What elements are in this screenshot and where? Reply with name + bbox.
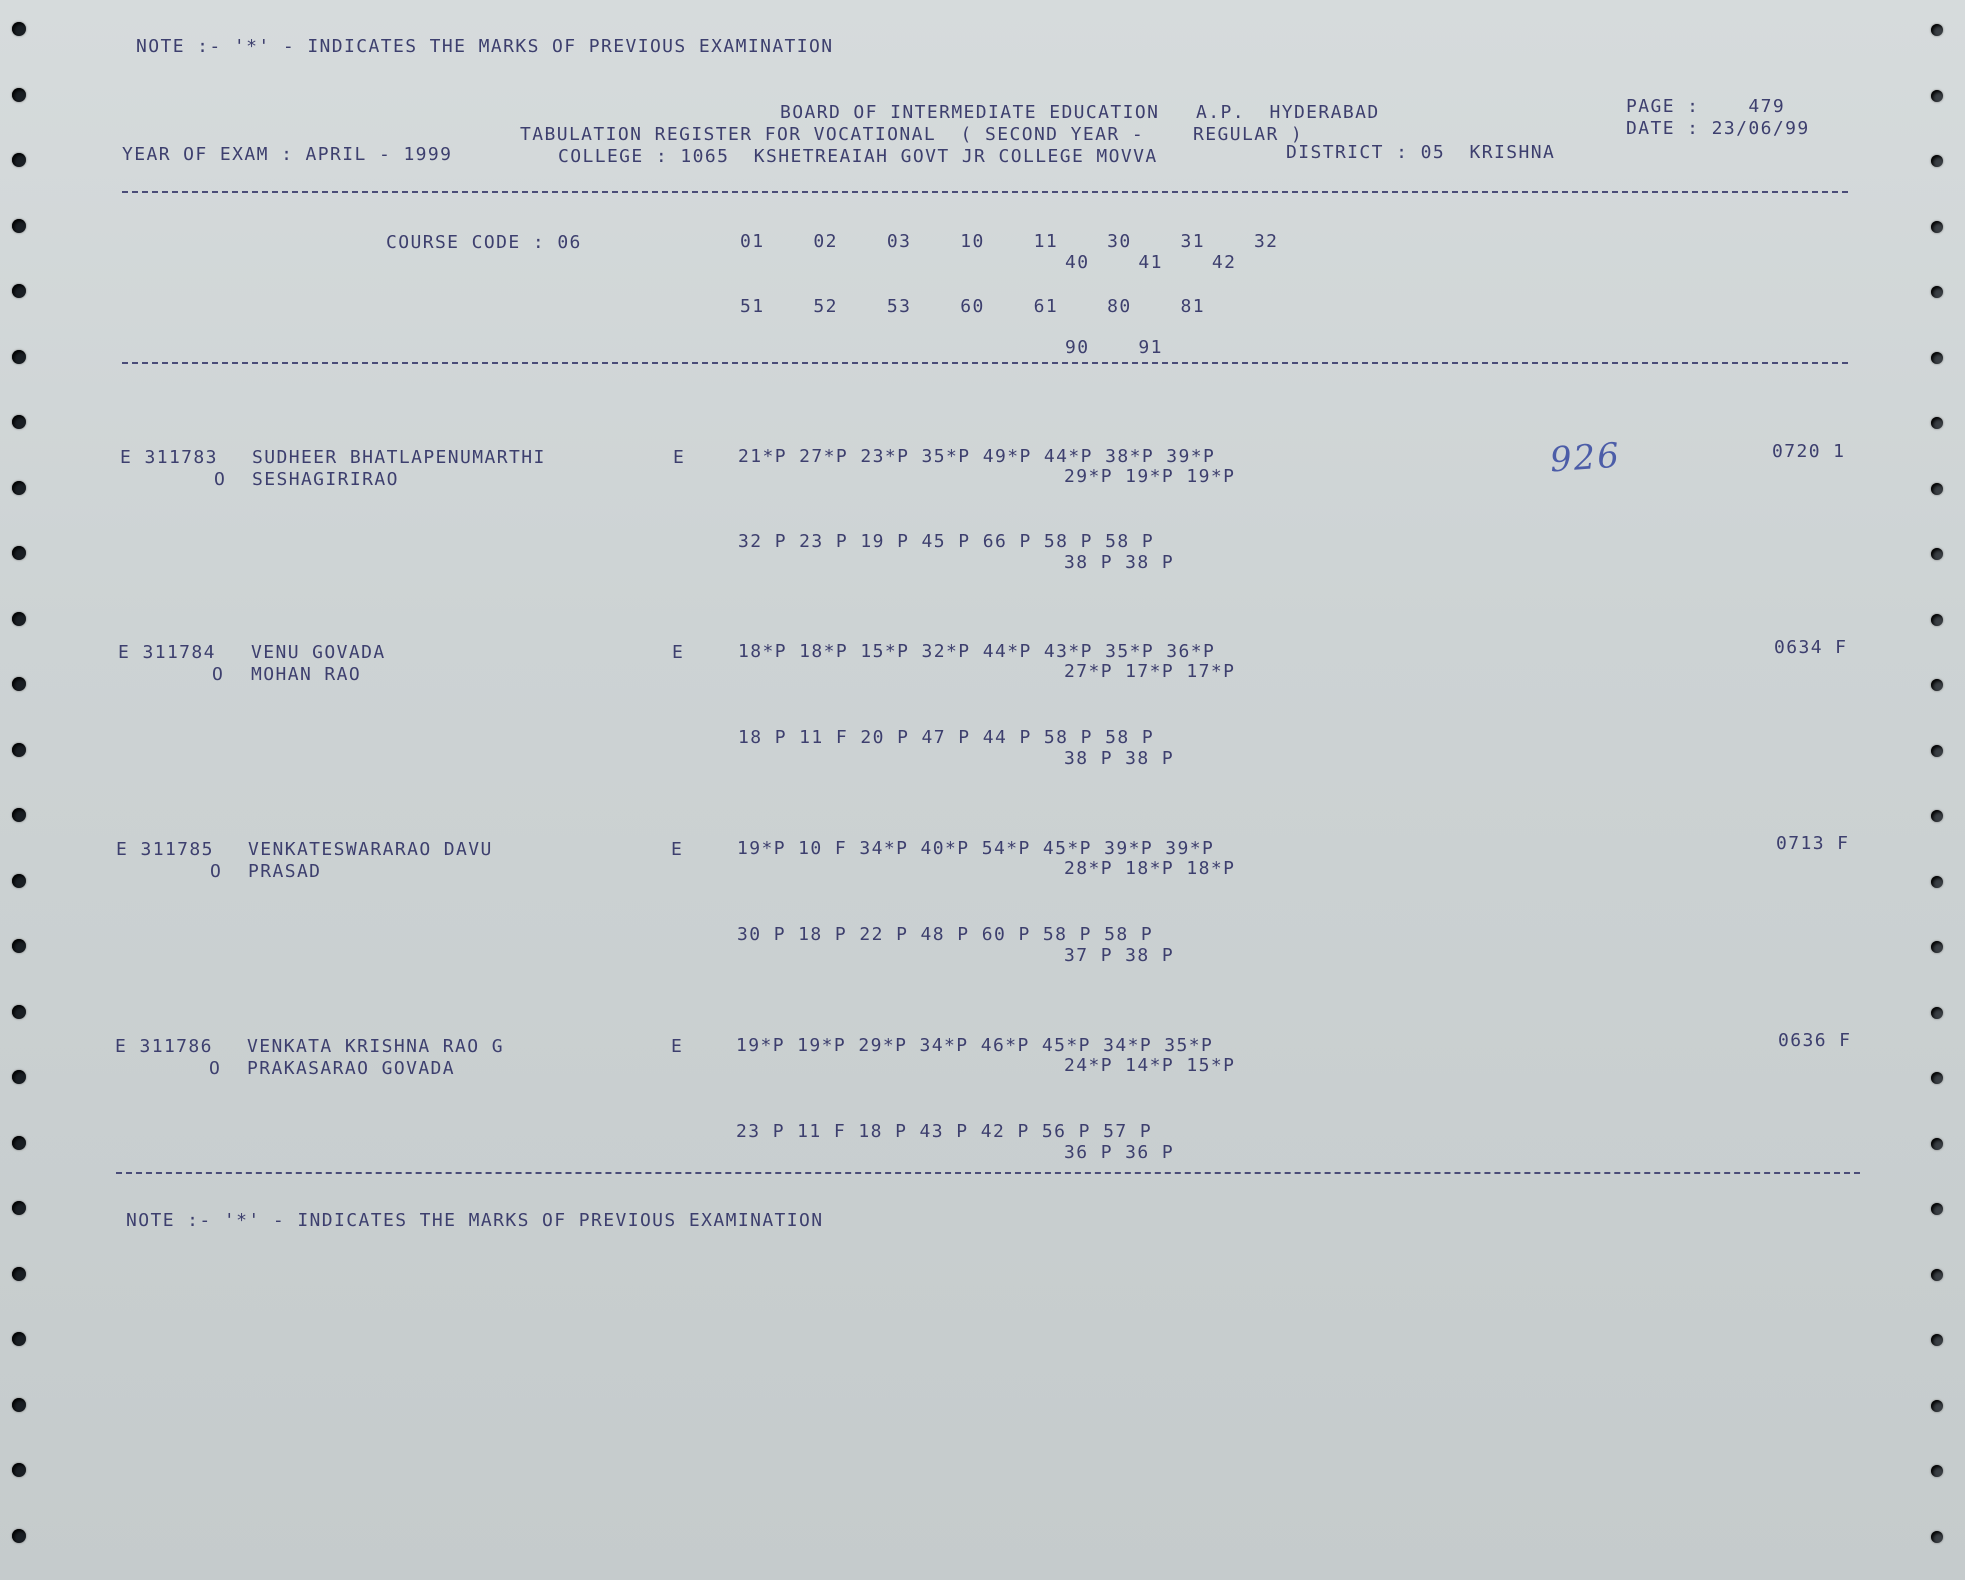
marks-row1: 19*P 10 F 34*P 40*P 54*P 45*P 39*P 39*P (737, 838, 1215, 859)
marks-row2b: 36 P 36 P (1064, 1142, 1175, 1163)
student-total-result: 0720 1 (1772, 441, 1846, 462)
subject-codes-row3: 90 91 (1065, 337, 1163, 358)
feed-hole (12, 1463, 26, 1477)
divider-bottom (116, 1172, 1860, 1174)
feed-hole (12, 88, 26, 102)
feed-hole (1931, 286, 1943, 298)
feed-hole (1931, 1400, 1943, 1412)
marks-row1: 21*P 27*P 23*P 35*P 49*P 44*P 38*P 39*P (738, 446, 1216, 467)
marks-row1: 18*P 18*P 15*P 32*P 44*P 43*P 35*P 36*P (738, 641, 1216, 662)
feed-hole (12, 284, 26, 298)
student-medium: E (672, 642, 685, 663)
feed-hole (1931, 1465, 1943, 1477)
marks-row1b: 28*P 18*P 18*P (1064, 858, 1236, 879)
feed-hole (12, 350, 26, 364)
feed-hole (1931, 548, 1943, 560)
feed-hole (12, 1398, 26, 1412)
course-code-label: COURSE CODE : 06 (386, 232, 582, 253)
note-top: NOTE :- '*' - INDICATES THE MARKS OF PREVIOUS EXAMINATION (136, 36, 834, 57)
marks-row2b: 38 P 38 P (1064, 552, 1175, 573)
feed-hole (12, 612, 26, 626)
divider-course (122, 362, 1848, 364)
page-number: PAGE : 479 (1626, 96, 1786, 117)
feed-hole (12, 481, 26, 495)
feed-hole (1931, 24, 1943, 36)
feed-hole (1931, 221, 1943, 233)
feed-hole (1931, 1138, 1943, 1150)
student-name: VENKATA KRISHNA RAO G (247, 1036, 504, 1057)
print-date: DATE : 23/06/99 (1626, 118, 1810, 139)
marks-row2: 32 P 23 P 19 P 45 P 66 P 58 P 58 P (738, 531, 1155, 552)
feed-hole (1931, 1072, 1943, 1084)
student-name: VENU GOVADA (251, 642, 386, 663)
student-regno: E 311784 (118, 642, 216, 663)
feed-hole (12, 415, 26, 429)
feed-hole (12, 22, 26, 36)
student-sub-code: O (214, 469, 227, 490)
student-father-name: PRAKASARAO GOVADA (247, 1058, 456, 1079)
feed-hole (1931, 483, 1943, 495)
student-total-result: 0634 F (1774, 637, 1848, 658)
feed-hole (1931, 679, 1943, 691)
college-name: COLLEGE : 1065 KSHETREAIAH GOVT JR COLLEGE MOVVA (558, 146, 1158, 167)
feed-hole (1931, 941, 1943, 953)
district: DISTRICT : 05 KRISHNA (1286, 142, 1556, 163)
feed-hole (12, 874, 26, 888)
marks-row2b: 37 P 38 P (1064, 945, 1175, 966)
feed-hole (1931, 1269, 1943, 1281)
feed-hole (1931, 155, 1943, 167)
marks-row2: 23 P 11 F 18 P 43 P 42 P 56 P 57 P (736, 1121, 1153, 1142)
divider-top (122, 191, 1848, 193)
student-father-name: PRASAD (248, 861, 322, 882)
student-father-name: SESHAGIRIRAO (252, 469, 399, 490)
feed-hole (12, 1136, 26, 1150)
student-medium: E (671, 1036, 684, 1057)
marks-row2: 30 P 18 P 22 P 48 P 60 P 58 P 58 P (737, 924, 1154, 945)
feed-hole (12, 743, 26, 757)
feed-hole (1931, 745, 1943, 757)
student-regno: E 311783 (120, 447, 218, 468)
feed-hole (1931, 1007, 1943, 1019)
feed-hole (12, 1267, 26, 1281)
student-regno: E 311786 (115, 1036, 213, 1057)
handwritten-note: 926 (1548, 435, 1623, 481)
marks-row2b: 38 P 38 P (1064, 748, 1175, 769)
feed-hole (1931, 1334, 1943, 1346)
note-bottom: NOTE :- '*' - INDICATES THE MARKS OF PREVIOUS EXAMINATION (126, 1210, 824, 1231)
feed-hole (12, 153, 26, 167)
feed-hole (1931, 417, 1943, 429)
feed-hole (1931, 90, 1943, 102)
student-sub-code: O (210, 861, 223, 882)
feed-hole (1931, 810, 1943, 822)
feed-hole (12, 1529, 26, 1543)
register-title: TABULATION REGISTER FOR VOCATIONAL ( SECOND YEAR - REGULAR ) (520, 124, 1304, 145)
feed-hole (12, 808, 26, 822)
feed-hole (12, 1070, 26, 1084)
feed-hole (12, 1332, 26, 1346)
subject-codes-row1b: 40 41 42 (1065, 252, 1237, 273)
student-father-name: MOHAN RAO (251, 664, 362, 685)
feed-hole (1931, 876, 1943, 888)
marks-row1b: 29*P 19*P 19*P (1064, 466, 1236, 487)
feed-hole (1931, 352, 1943, 364)
subject-codes-row2: 51 52 53 60 61 80 81 (740, 296, 1206, 317)
student-name: VENKATESWARARAO DAVU (248, 839, 493, 860)
student-total-result: 0636 F (1778, 1030, 1852, 1051)
student-medium: E (673, 447, 686, 468)
marks-row1: 19*P 19*P 29*P 34*P 46*P 45*P 34*P 35*P (736, 1035, 1214, 1056)
left-tractor-feed-holes (0, 0, 60, 1580)
board-title: BOARD OF INTERMEDIATE EDUCATION A.P. HYDERABAD (780, 102, 1380, 123)
subject-codes-row1: 01 02 03 10 11 30 31 32 (740, 231, 1279, 252)
marks-row2: 18 P 11 F 20 P 47 P 44 P 58 P 58 P (738, 727, 1155, 748)
student-medium: E (671, 839, 684, 860)
student-total-result: 0713 F (1776, 833, 1850, 854)
feed-hole (12, 219, 26, 233)
year-of-exam: YEAR OF EXAM : APRIL - 1999 (122, 144, 453, 165)
feed-hole (12, 1201, 26, 1215)
feed-hole (1931, 1203, 1943, 1215)
student-name: SUDHEER BHATLAPENUMARTHI (252, 447, 546, 468)
feed-hole (12, 1005, 26, 1019)
feed-hole (1931, 614, 1943, 626)
student-sub-code: O (212, 664, 225, 685)
feed-hole (12, 677, 26, 691)
feed-hole (1931, 1531, 1943, 1543)
feed-hole (12, 939, 26, 953)
student-regno: E 311785 (116, 839, 214, 860)
student-sub-code: O (209, 1058, 222, 1079)
feed-hole (12, 546, 26, 560)
marks-row1b: 27*P 17*P 17*P (1064, 661, 1236, 682)
right-tractor-feed-holes (1905, 0, 1965, 1580)
marks-row1b: 24*P 14*P 15*P (1064, 1055, 1236, 1076)
